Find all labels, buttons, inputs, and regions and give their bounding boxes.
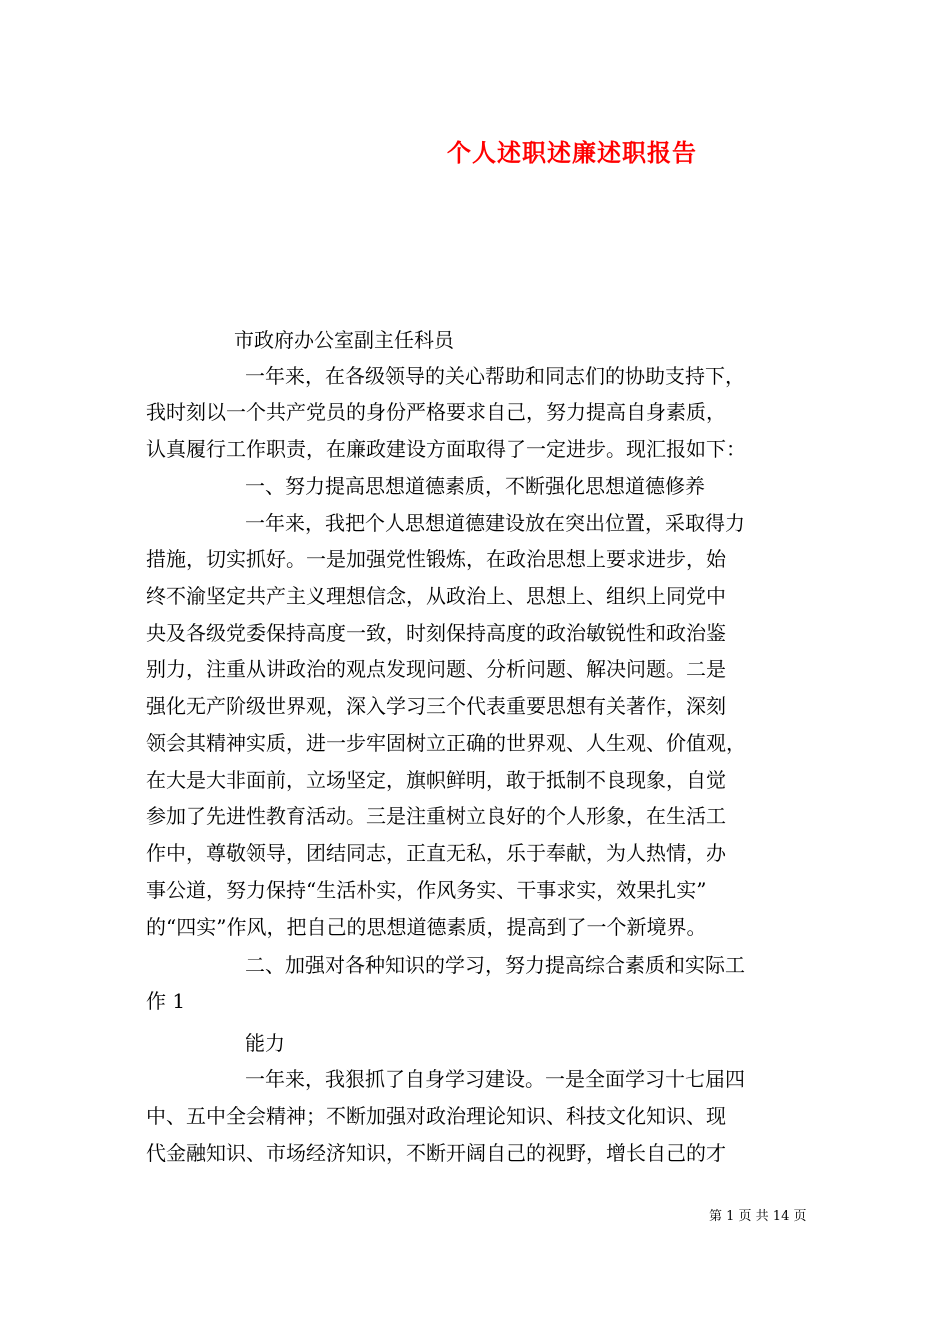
section-heading-continuation: 能力: [245, 1031, 285, 1055]
body-line: 中、五中全会精神；不断加强对政治理论知识、科技文化知识、现: [146, 1104, 726, 1128]
author-line: 市政府办公室副主任科员: [234, 328, 454, 352]
body-line: 强化无产阶级世界观，深入学习三个代表重要思想有关著作，深刻: [146, 694, 726, 718]
section-heading: 二、加强对各种知识的学习，努力提高综合素质和实际工: [245, 953, 745, 977]
section-heading-continuation: 作 1: [146, 989, 186, 1013]
body-line: 一年来，我狠抓了自身学习建设。一是全面学习十七届四: [245, 1067, 745, 1091]
body-line: 代金融知识、市场经济知识，不断开阔自己的视野，增长自己的才: [146, 1141, 726, 1165]
body-line: 别力，注重从讲政治的观点发现问题、分析问题、解决问题。二是: [146, 657, 726, 681]
body-line: 一年来，在各级领导的关心帮助和同志们的协助支持下，: [245, 364, 745, 388]
body-line: 一年来，我把个人思想道德建设放在突出位置，采取得力: [245, 511, 745, 535]
body-line: 认真履行工作职责，在廉政建设方面取得了一定进步。现汇报如下：: [146, 437, 746, 461]
body-line: 我时刻以一个共产党员的身份严格要求自己，努力提高自身素质，: [146, 400, 726, 424]
body-line: 领会其精神实质，进一步牢固树立正确的世界观、人生观、价值观，: [146, 731, 746, 755]
document-title: 个人述职述廉述职报告: [447, 138, 697, 167]
body-line: 央及各级党委保持高度一致，时刻保持高度的政治敏锐性和政治鉴: [146, 621, 726, 645]
body-line: 事公道，努力保持“生活朴实，作风务实、干事求实，效果扎实”: [146, 878, 707, 902]
body-line: 终不渝坚定共产主义理想信念，从政治上、思想上、组织上同党中: [146, 584, 726, 608]
body-line: 作中，尊敬领导，团结同志，正直无私，乐于奉献，为人热情，办: [146, 841, 726, 865]
body-line: 在大是大非面前，立场坚定，旗帜鲜明，敢于抵制不良现象，自觉: [146, 768, 726, 792]
body-line: 参加了先进性教育活动。三是注重树立良好的个人形象，在生活工: [146, 804, 726, 828]
section-heading: 一、努力提高思想道德素质，不断强化思想道德修养: [245, 474, 705, 498]
page-number-footer: 第 1 页 共 14 页: [709, 1209, 807, 1224]
body-line: 措施，切实抓好。一是加强党性锻炼，在政治思想上要求进步，始: [146, 547, 726, 571]
body-line: 的“四实”作风，把自己的思想道德素质，提高到了一个新境界。: [146, 915, 707, 939]
